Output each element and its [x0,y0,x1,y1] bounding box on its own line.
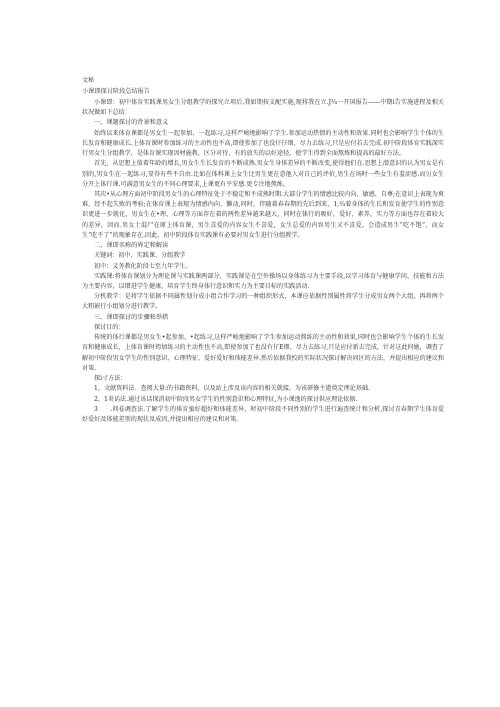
list-item: 3 .问卷调查法.了解学生的体育蜜好超好和体能差异，时初中阶段不同性别的学生进行遍查统计和分析,探讨青春期学生体育爱好爱好及体能差别的现状及成因,并提出相应的建议和对策。 [82,405,444,423]
paragraph-subheading-purpose: 探讨目的： [94,324,125,332]
list-item: 2，1炎话法.通过该话探消初中阶段男女学生的性别意识和心理特征,为小课逸的探讨供应理论依据. [94,395,358,403]
paragraph: 实践课:将体育课划分为理论课与实践课两部分，实践课是在空外操场以身体练习为主要手段,以学习体育与健康学问、技能和方法为主要内容，以增进学生健康，培育学生终身体行意识和实力为主要目标的实践活动. [82,272,444,291]
paragraph: 首先，从思想上值着年龄的增长,男女生生长发育的不断成熟.男女生身体差异的不断改变,使得他们在.思想上潜意识的认为男女是有别的,男女生在一起练习,显得有些不自由.比如在体科课上女生比男生更在意他人对自己的评价,男生在场时一些女生有羞涩感.而另女生分开上体行课.可满意男女生的不同心理要求,上课更有平安感.更专注地熬炼。 [82,160,444,188]
paragraph: 分机教学：是将学生依据不同属性划分成小组合作学习的一种组织形式，本课应依据性别属性将学生分成男女两个大组，再将两个大粗嵌行小组划分进行教学。 [82,293,444,311]
paragraph-subheading-method: 探i寸方法： [94,375,127,383]
paragraph-keywords: 关键词：初中、实践课、分组教学 [94,252,186,260]
section-heading-definition: 二、课即名称的界定和解读 [94,242,169,250]
paragraph: 传统的体行课都是男女生•起参加、•起练习,这样严峻地影响了学生参加运动熬练的主动性和效果,同时也会影响学生个体的生长发育和健康成长，上体育课时筠加练习的主动性也不高,即使参加了也没有仔E细、尽力去练习,只是应付新去完成，针对这此何她，调查了解初中阶段男女学生的性别意识、心理特征、爱好爱好和体能差异.然后依据我校的实际状况探讨解决问区的方法，并提出相应的建议和对策. [82,334,444,372]
document-header: 文秘 [82,77,95,84]
document-title: 小课即探讨阶段总结报告 [82,88,151,95]
paragraph: 其次•从心理方面初中阶段男女生的心理特征处于不稳定和不成熟时期.大部分学生的情感比较内向、敏感、自尊;在意识上表现为爽难、经不起失败的考验;在体育课上表现为情感内向、懒动,同时，伴随着春春期的先后到来，1,¾着身体的生长和发育使学生的性别意识更进一步就化，男女生在•理、心理等方面存在着的两性差异越来越大，同时在体行的吸好，爱好，素养，实力等方面也存在着较大的差异，因而.男女土混尸在原上体育课，男生喜爱的内容女生不喜爱，女生总爱的内容男生又不喜爱，会造成男生“吃不饱”，而女生“吃不了”的现象存在.因此，初中阶段体育实践课有必要对男女生进行分组教学。 [82,191,444,239]
paragraph: 初中：义务教化阶段七至九年学生。 [94,262,192,270]
section-heading-steps: 三、课即探讨的步骤和举措 [94,313,169,321]
section-heading-background: 一、课题探讨的背景和意义 [94,119,169,127]
paragraph: 始终以来体育课都是男女生一起参加、一起练习,这样严峻地影响了学生.参加运动热情的主动性和效果.同时也会影响学生个体的生长发育和健康成长.上体育课时参加练习的主动性也不高,即使参加了也没仔仔细、尽力去练习,只是应付若去完成.初中阶段体育实践深实行男女生分组教学，是体育课实现因材施教，区分对待，有的放矢的以好途径，使学生得到全面熬炼和提高的最好方法。 [82,129,444,158]
paragraph-intro: 小课即：初中体育实践课男女生分组教学的探究立项后.我如期按支配实施,现将我在立.J¾一开国报告——中期i告实施进程及相关状况做如下总结： [82,99,444,117]
list-item: 1，文献资料法．查阅大量:的书籍资料，以及站上涉及该内容的相关就接，为该研修主遨奠定理论基础. [94,385,370,393]
